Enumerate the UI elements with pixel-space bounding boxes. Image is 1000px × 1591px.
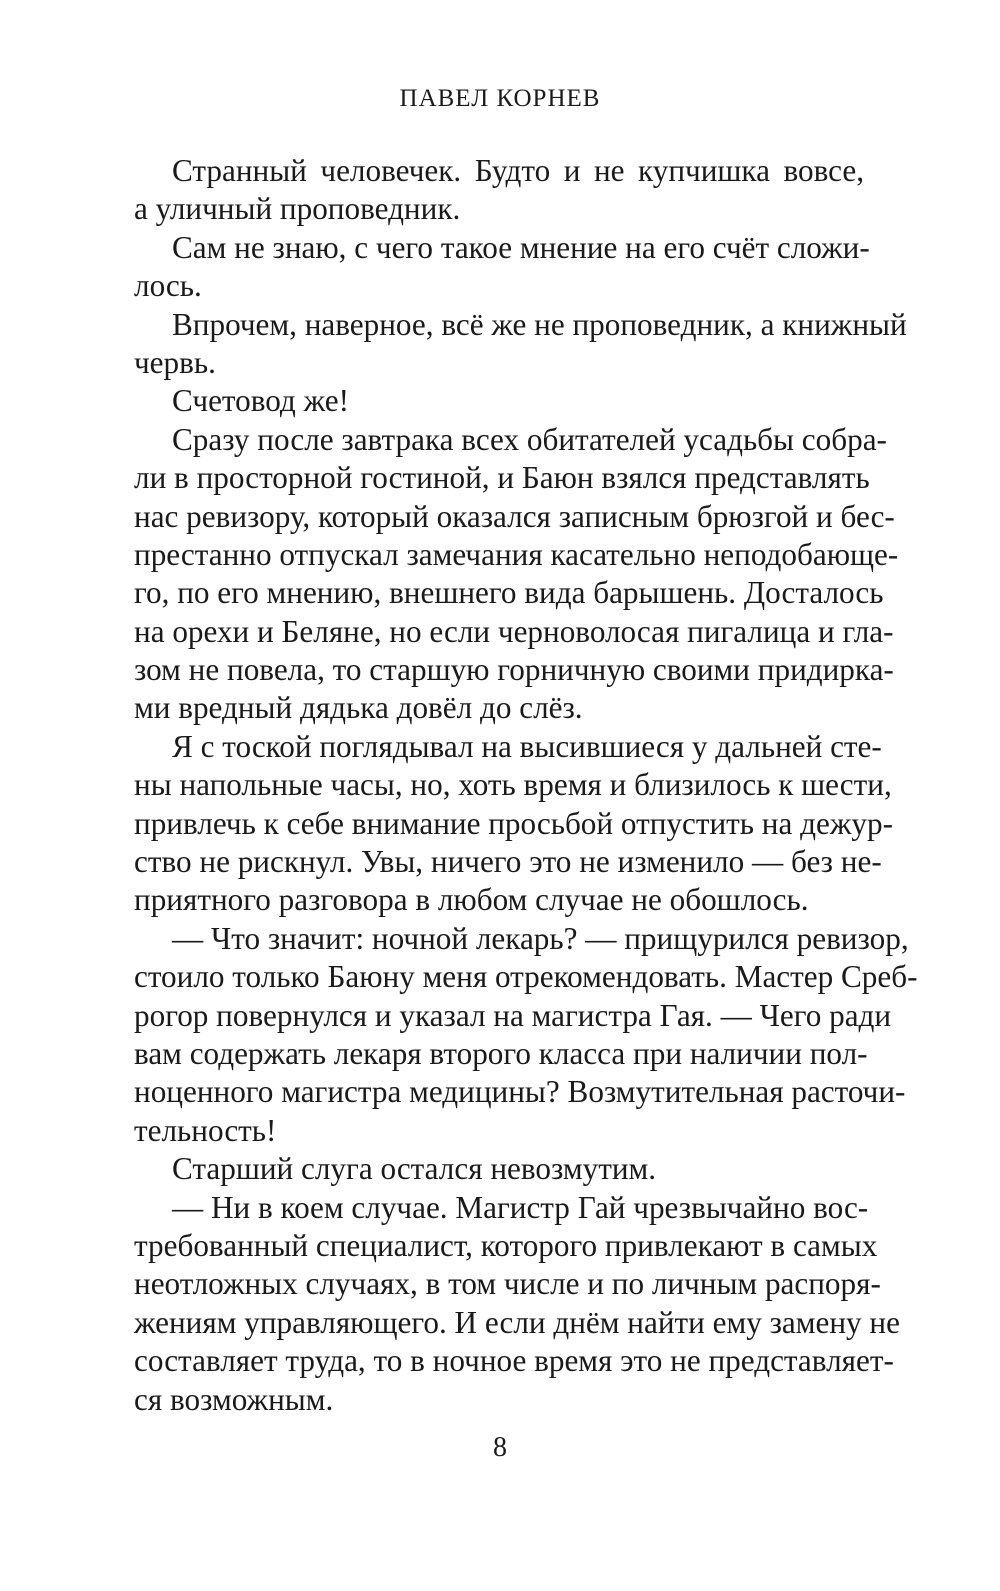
text-line: — Что значит: ночной лекарь? — прищурился ревизор, — [172, 920, 909, 956]
running-head: ПАВЕЛ КОРНЕВ — [399, 85, 601, 112]
text-line: приятного разговора в любом случае не обошлось. — [134, 882, 809, 918]
text-line: го, по его мнению, внешнего вида барышень. Досталось — [134, 575, 884, 611]
text-line: Счетовод же! — [172, 383, 349, 419]
text-line: тельность! — [134, 1112, 277, 1148]
text-line: рогор повернулся и указал на магистра Гая. — Чего ради — [134, 997, 892, 1033]
text-line: нас ревизору, который оказался записным брюзгой и бес- — [134, 498, 895, 534]
text-line: Сам не знаю, с чего такое мнение на его счёт сложи- — [172, 229, 870, 265]
text-line: на орехи и Беляне, но если черноволосая пигалица и гла- — [134, 613, 894, 649]
text-line: ми вредный дядька довёл до слёз. — [134, 690, 583, 726]
text-line: ство не рискнул. Увы, ничего это не изменило — без не- — [134, 844, 882, 880]
text-line: Старший слуга остался невозмутим. — [172, 1151, 657, 1187]
text-line: стоило только Баюну меня отрекомендовать. Мастер Среб- — [134, 959, 918, 995]
text-line: Сразу после завтрака всех обитателей усадьбы собра- — [172, 421, 887, 457]
text-line: ны напольные часы, но, хоть время и близилось к шести, — [134, 767, 892, 803]
text-line: составляет труда, то в ночное время это не представляет- — [134, 1343, 894, 1379]
page-number: 8 — [493, 1432, 507, 1463]
text-line: престанно отпускал замечания касательно неподобающе- — [134, 536, 899, 572]
text-line: ноценного магистра медицины? Возмутительная расточи- — [134, 1074, 906, 1110]
text-line: жениям управляющего. И если днём найти ему замену не — [134, 1304, 900, 1340]
text-line: Странный человечек. Будто и не купчишка вовсе, — [172, 153, 864, 188]
text-line: Впрочем, наверное, всё же не проповедник, а книжный — [172, 306, 907, 342]
text-line: а уличный проповедник. — [134, 191, 461, 227]
text-line: лось. — [134, 268, 202, 304]
body-text — [134, 152, 918, 1419]
text-line: червь. — [134, 344, 216, 380]
text-line: вам содержать лекаря второго класса при наличии пол- — [134, 1035, 868, 1071]
text-line: — Ни в коем случае. Магистр Гай чрезвычайно вос- — [172, 1189, 869, 1225]
text-line: неотложных случаях, в том числе и по личным распоря- — [134, 1266, 881, 1302]
text-line: привлечь к себе внимание просьбой отпустить на дежур- — [134, 805, 893, 841]
text-line: требованный специалист, которого привлекают в самых — [134, 1227, 878, 1263]
text-line: зом не повела, то старшую горничную своими придирка- — [134, 652, 894, 688]
text-line: Я с тоской поглядывал на высившиеся у дальней сте- — [172, 728, 882, 764]
text-line: ся возможным. — [134, 1381, 334, 1417]
text-line: ли в просторной гостиной, и Баюн взялся представлять — [134, 460, 870, 496]
